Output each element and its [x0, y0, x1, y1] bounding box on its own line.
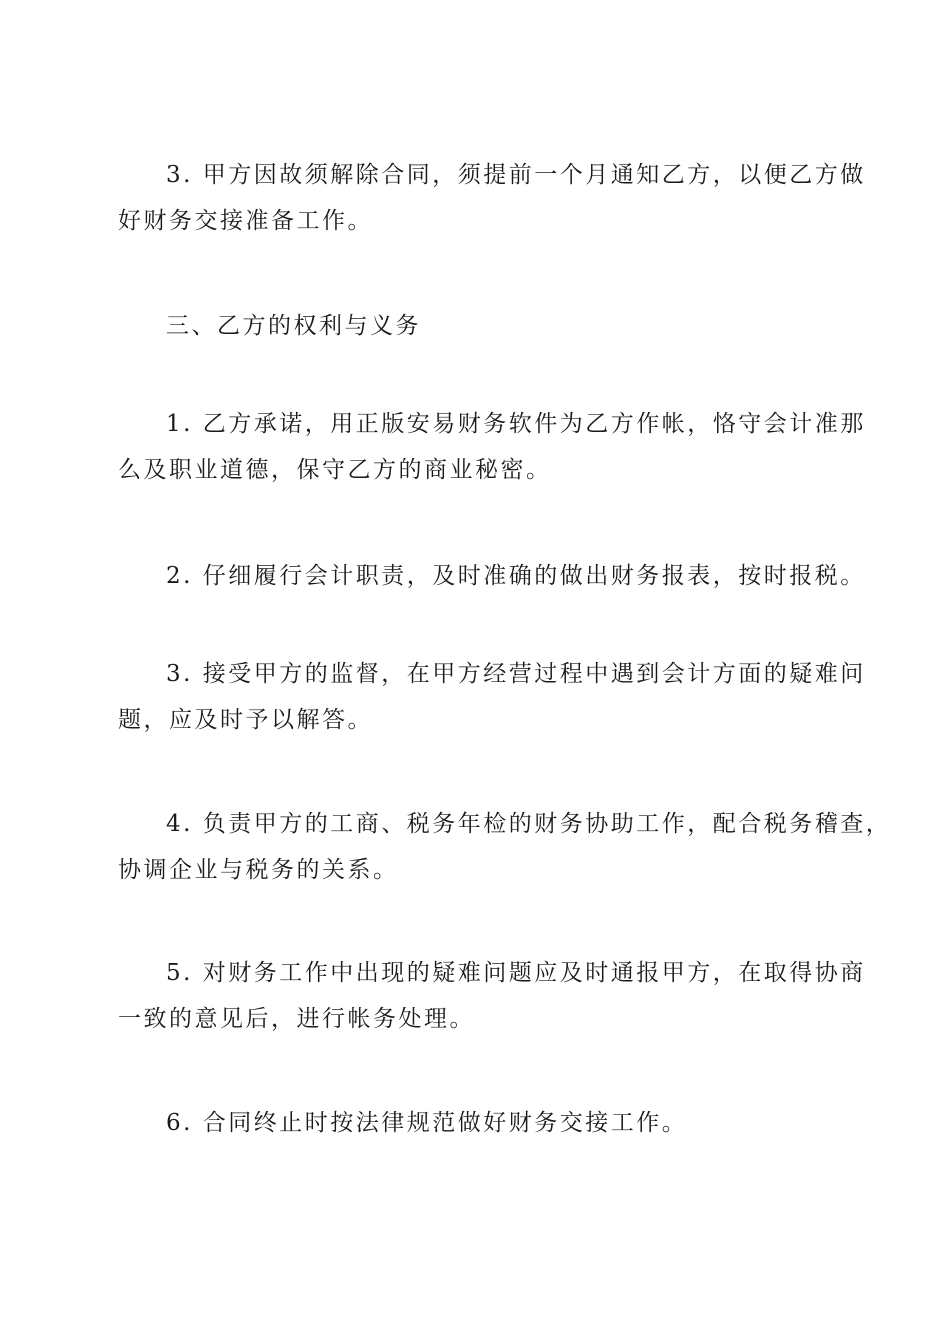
paragraph-line: 协调企业与税务的关系。	[118, 857, 399, 883]
paragraph-line: 5. 对财务工作中出现的疑难问题应及时通报甲方，在取得协商	[166, 960, 866, 986]
paragraph-line: 6. 合同终止时按法律规范做好财务交接工作。	[166, 1110, 688, 1136]
paragraph-item-6	[118, 1100, 838, 1146]
section-heading	[118, 303, 838, 349]
paragraph-line: 一致的意见后，进行帐务处理。	[118, 1006, 475, 1032]
paragraph-item-4	[118, 801, 892, 893]
paragraph-item-2	[118, 553, 866, 599]
paragraph-line: 1. 乙方承诺，用正版安易财务软件为乙方作帐，恪守会计准那	[166, 411, 866, 437]
paragraph-item-5	[118, 950, 866, 1042]
paragraph-line: 3. 甲方因故须解除合同，须提前一个月通知乙方，以便乙方做	[166, 162, 866, 188]
paragraph-item-3	[118, 651, 866, 743]
paragraph-termination-notice	[118, 152, 866, 244]
paragraph-line: 好财务交接准备工作。	[118, 208, 373, 234]
paragraph-line: 么及职业道德，保守乙方的商业秘密。	[118, 457, 552, 483]
paragraph-line: 2. 仔细履行会计职责，及时准确的做出财务报表，按时报税。	[166, 563, 866, 589]
paragraph-line: 题，应及时予以解答。	[118, 707, 373, 733]
section-heading-text: 三、乙方的权利与义务	[166, 313, 421, 339]
paragraph-line: 3. 接受甲方的监督，在甲方经营过程中遇到会计方面的疑难问	[166, 661, 866, 687]
paragraph-line: 4. 负责甲方的工商、税务年检的财务协助工作，配合税务稽查，	[166, 811, 892, 837]
paragraph-item-1	[118, 401, 866, 493]
